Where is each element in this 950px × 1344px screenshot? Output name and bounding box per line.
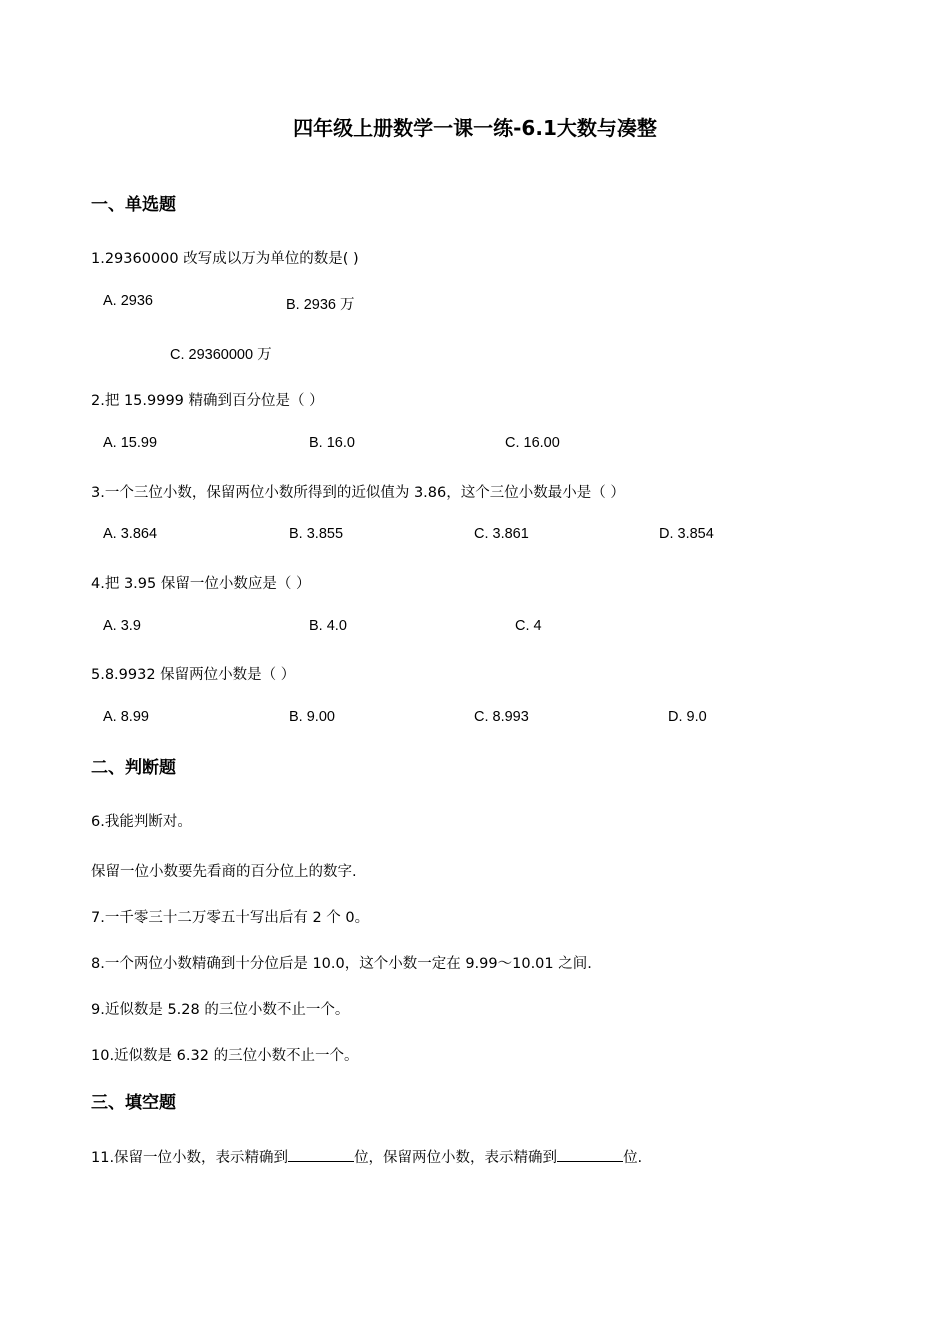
q5-option-d: D. 9.0 <box>668 709 707 725</box>
q3-option-b: B. 3.855 <box>289 526 344 542</box>
section-heading-fill-blank: 三、填空题 <box>91 1093 176 1113</box>
question-4: 4.把 3.95 保留一位小数应是（ ） <box>91 576 311 592</box>
section-heading-single-choice: 一、单选题 <box>91 195 176 215</box>
q5-option-c: C. 8.993 <box>474 709 529 725</box>
question-11 <box>91 1146 642 1167</box>
q4-option-a: A. 3.9 <box>103 618 141 634</box>
page-title: 四年级上册数学一课一练-6.1大数与凑整 <box>293 116 657 140</box>
question-11-part-3: 位. <box>623 1150 643 1166</box>
q1-option-b: B. 2936 万 <box>286 297 355 313</box>
question-8: 8.一个两位小数精确到十分位后是 10.0，这个小数一定在 9.99～10.01 之间. <box>91 956 592 972</box>
q4-option-c: C. 4 <box>515 618 542 634</box>
q2-option-c: C. 16.00 <box>505 435 560 451</box>
q3-option-c: C. 3.861 <box>474 526 529 542</box>
q1-option-a: A. 2936 <box>103 293 153 309</box>
question-1: 1.29360000 改写成以万为单位的数是( ) <box>91 251 359 267</box>
question-3: 3.一个三位小数，保留两位小数所得到的近似值为 3.86，这个三位小数最小是（ ） <box>91 485 625 501</box>
question-6-statement: 保留一位小数要先看商的百分位上的数字. <box>91 864 357 880</box>
question-9: 9.近似数是 5.28 的三位小数不止一个。 <box>91 1002 350 1018</box>
q5-option-b: B. 9.00 <box>289 709 335 725</box>
q2-option-b: B. 16.0 <box>309 435 355 451</box>
q1-option-c: C. 29360000 万 <box>170 347 272 363</box>
question-11-part-1: 11.保留一位小数，表示精确到 <box>91 1150 289 1166</box>
q3-option-d: D. 3.854 <box>659 526 714 542</box>
q2-option-a: A. 15.99 <box>103 435 158 451</box>
q5-option-a: A. 8.99 <box>103 709 149 725</box>
question-5: 5.8.9932 保留两位小数是（ ） <box>91 667 296 683</box>
q3-option-a: A. 3.864 <box>103 526 158 542</box>
question-11-part-2: 位，保留两位小数，表示精确到 <box>354 1150 558 1166</box>
question-7: 7.一千零三十二万零五十写出后有 2 个 0。 <box>91 910 370 926</box>
section-heading-true-false: 二、判断题 <box>91 758 176 778</box>
answer-blank-2[interactable] <box>557 1147 623 1162</box>
question-10: 10.近似数是 6.32 的三位小数不止一个。 <box>91 1048 359 1064</box>
question-2: 2.把 15.9999 精确到百分位是（ ） <box>91 393 324 409</box>
question-6: 6.我能判断对。 <box>91 814 192 830</box>
answer-blank-1[interactable] <box>288 1147 354 1162</box>
q4-option-b: B. 4.0 <box>309 618 347 634</box>
